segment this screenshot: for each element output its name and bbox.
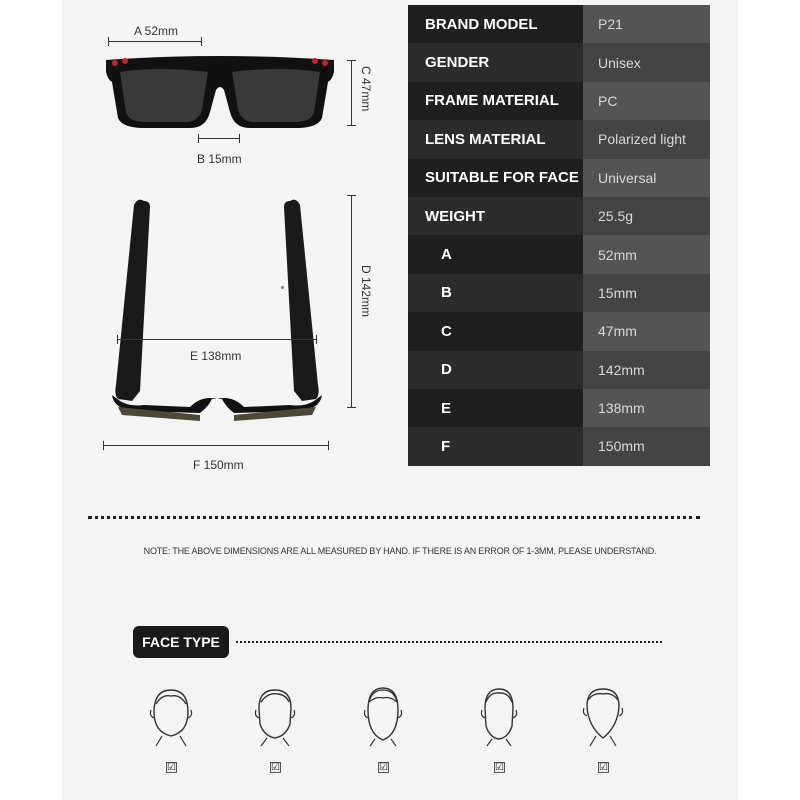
check-icon: ☑ (167, 762, 176, 773)
spec-row (408, 351, 710, 389)
dimension-d-line (351, 195, 352, 408)
spec-row (408, 312, 710, 350)
spec-table (408, 5, 710, 466)
dimension-e-line (117, 339, 317, 340)
check-icon: ☑ (599, 762, 608, 773)
spec-key: SUITABLE FOR FACE (408, 159, 583, 197)
spec-value: PC (583, 82, 710, 120)
face-long-icon (476, 684, 522, 748)
spec-row (408, 427, 710, 465)
spec-key: A (408, 235, 583, 273)
spec-value: 52mm (583, 235, 710, 273)
spec-key: GENDER (408, 43, 583, 81)
spec-row (408, 389, 710, 427)
dimension-a-label: A 52mm (134, 24, 179, 38)
dimension-c-tick-bottom (347, 125, 356, 126)
spec-value: 150mm (583, 427, 710, 465)
dimension-a-line (108, 41, 202, 42)
spec-key: B (408, 274, 583, 312)
spec-key: F (408, 427, 583, 465)
sunglasses-top-view (104, 195, 330, 425)
face-heart-icon (580, 684, 626, 748)
spec-row (408, 43, 710, 81)
dimension-e-tick-left (117, 335, 118, 344)
dimension-b-label: B 15mm (197, 152, 242, 166)
dimension-d-tick-bottom (347, 407, 356, 408)
sunglasses-front-view (100, 50, 340, 140)
check-icon: ☑ (271, 762, 280, 773)
small-dot (281, 286, 284, 289)
spec-value: 15mm (583, 274, 710, 312)
dimension-a-tick-right (201, 37, 202, 46)
spec-row (408, 82, 710, 120)
spec-key: FRAME MATERIAL (408, 82, 583, 120)
check-icon: ☑ (379, 762, 388, 773)
spec-value: 142mm (583, 351, 710, 389)
dimension-f-label: F 150mm (193, 458, 244, 472)
spec-value: Unisex (583, 43, 710, 81)
spec-row (408, 120, 710, 158)
dimension-c-tick-top (347, 60, 356, 61)
dimension-d-tick-top (347, 195, 356, 196)
spec-key: E (408, 389, 583, 427)
spec-key: C (408, 312, 583, 350)
spec-key: D (408, 351, 583, 389)
spec-value: 47mm (583, 312, 710, 350)
spec-value: Polarized light (583, 120, 710, 158)
dimension-b-line (198, 138, 240, 139)
check-icon: ☑ (495, 762, 504, 773)
measurement-note: NOTE: THE ABOVE DIMENSIONS ARE ALL MEASURED BY HAND. IF THERE IS AN ERROR OF 1-3MM, PLEASE UNDERSTAND. (143, 546, 657, 556)
spec-value: 138mm (583, 389, 710, 427)
dimension-a-tick-left (108, 37, 109, 46)
face-oval-icon (360, 684, 406, 748)
dimension-f-tick-right (328, 441, 329, 450)
spec-key: LENS MATERIAL (408, 120, 583, 158)
spec-key: BRAND MODEL (408, 5, 583, 43)
dimension-c-label: C 47mm (359, 66, 373, 112)
dimension-d-label: D 142mm (359, 265, 373, 318)
dimension-f-tick-left (103, 441, 104, 450)
spec-row (408, 197, 710, 235)
dimension-b-tick-right (239, 134, 240, 143)
face-round-icon (148, 684, 194, 748)
dimension-f-line (103, 445, 329, 446)
dimension-c-line (351, 60, 352, 126)
dotted-divider (88, 516, 700, 519)
spec-row (408, 159, 710, 197)
dimension-e-label: E 138mm (190, 349, 242, 363)
spec-row (408, 5, 710, 43)
dimension-b-tick-left (198, 134, 199, 143)
face-type-dotted-line (236, 641, 662, 643)
spec-value: 25.5g (583, 197, 710, 235)
spec-row (408, 235, 710, 273)
spec-key: WEIGHT (408, 197, 583, 235)
spec-value: P21 (583, 5, 710, 43)
face-type-badge: FACE TYPE (133, 626, 229, 658)
face-square-icon (252, 684, 298, 748)
spec-value: Universal (583, 159, 710, 197)
dimension-e-tick-right (316, 335, 317, 344)
spec-row (408, 274, 710, 312)
